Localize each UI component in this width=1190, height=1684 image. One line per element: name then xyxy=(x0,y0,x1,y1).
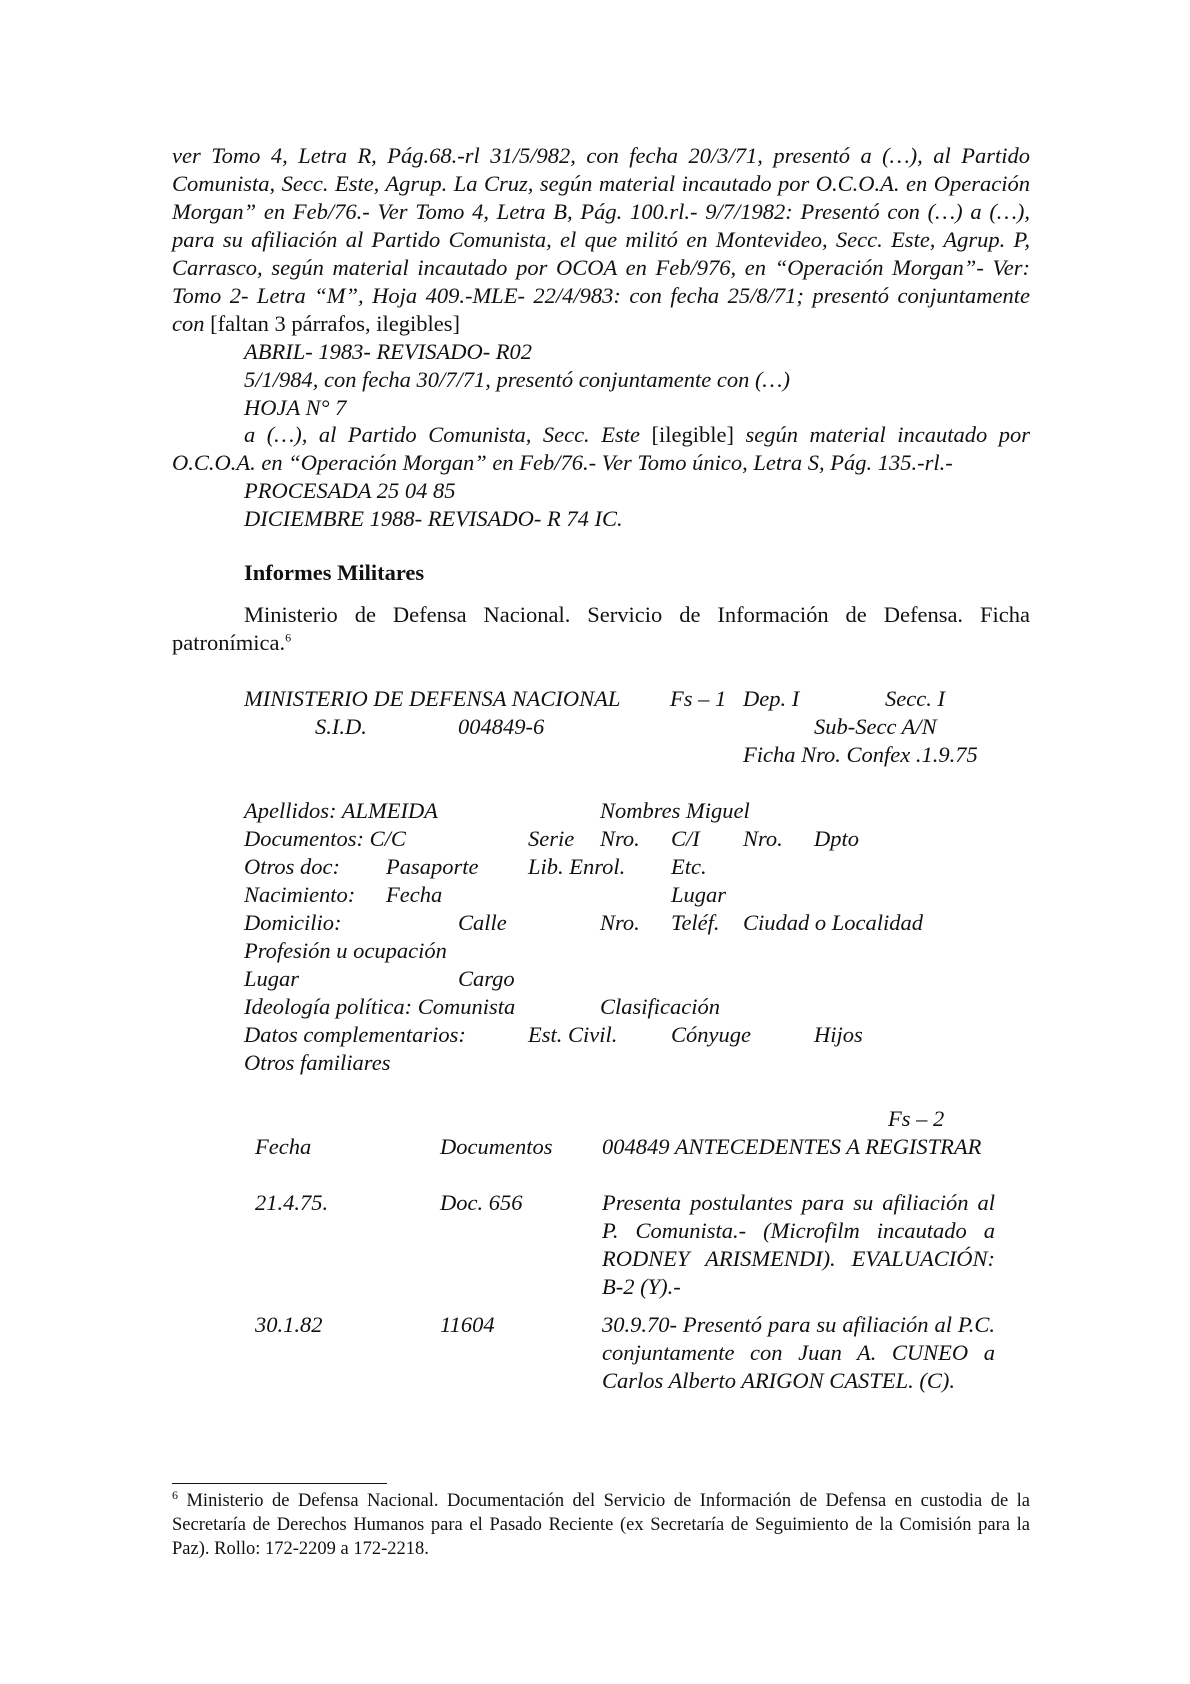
line-procesada: PROCESADA 25 04 85 xyxy=(244,478,456,503)
footnote-ref: 6 xyxy=(285,630,292,645)
field-telef: Teléf. xyxy=(671,910,720,935)
intro-paragraph xyxy=(172,142,1030,338)
paragraph-2-part1: a (…), al Partido Comunista, Secc. Este xyxy=(244,422,640,447)
ficha-secc: Secc. I xyxy=(885,686,945,711)
ficha-number: 004849-6 xyxy=(458,714,545,739)
fs2-label: Fs – 2 xyxy=(888,1106,945,1131)
paragraph-2 xyxy=(172,421,1030,477)
field-otros-doc: Otros doc: xyxy=(244,854,341,879)
field-ideologia: Ideología política: Comunista xyxy=(244,994,516,1019)
table-row-2-text: 30.9.70- Presentó para su afiliación al P.C. conjuntamente con Juan A. CUNEO a Carlos Alberto ARIGON CASTEL. (C). xyxy=(602,1312,995,1393)
intro-paragraph-italic: ver Tomo 4, Letra R, Pág.68.-rl 31/5/982, con fecha 20/3/71, presentó a (…), al Partido Comunista, Secc. Este, Agrup. La Cruz, según material incautado por O.C.O.A. en Operación Morgan” en Feb/76.- Ver Tomo 4, Letra B, Pág. 100.rl.- 9/7/1982: Presentó con (…) a (…), para su afiliación al Partido Comunista, el que militó en Montevideo, Secc. Este, Agrup. P, Carrasco, según material incautado por OCOA en Feb/976, en “Operación Morgan”- Ver: Tomo 2- Letra “M”, Hoja 409.-MLE- 22/4/983: con fecha 25/8/71; presentó conjuntamente con xyxy=(172,143,1030,336)
field-ciudad: Ciudad o Localidad xyxy=(743,910,924,935)
field-ci: C/I xyxy=(671,826,700,851)
field-domicilio: Domicilio: xyxy=(244,910,342,935)
field-pasaporte: Pasaporte xyxy=(386,854,479,879)
ficha-nro: Ficha Nro. Confex .1.9.75 xyxy=(743,742,978,767)
line-hoja: HOJA N° 7 xyxy=(244,395,347,420)
ficha-ministerio: MINISTERIO DE DEFENSA NACIONAL xyxy=(244,686,621,711)
field-conyuge: Cónyuge xyxy=(671,1022,751,1047)
table-header-antecedentes: 004849 ANTECEDENTES A REGISTRAR xyxy=(602,1134,982,1159)
section-heading: Informes Militares xyxy=(244,560,425,585)
field-nombres: Nombres Miguel xyxy=(600,798,750,823)
field-nro3: Nro. xyxy=(600,910,640,935)
field-lib-enrol: Lib. Enrol. xyxy=(528,854,626,879)
ficha-sid: S.I.D. xyxy=(315,714,367,739)
line-fecha: 5/1/984, con fecha 30/7/71, presentó conjuntamente con (…) xyxy=(244,367,790,392)
field-lugar: Lugar xyxy=(244,966,300,991)
field-clasificacion: Clasificación xyxy=(600,994,720,1019)
table-row-1-fecha: 21.4.75. xyxy=(255,1190,329,1215)
footnote-separator xyxy=(172,1483,387,1484)
line-diciembre: DICIEMBRE 1988- REVISADO- R 74 IC. xyxy=(244,506,623,531)
field-apellidos: Apellidos: ALMEIDA xyxy=(244,798,438,823)
table-row-2-doc: 11604 xyxy=(440,1312,495,1337)
table-row-1-doc: Doc. 656 xyxy=(440,1190,523,1215)
field-nacimiento: Nacimiento: xyxy=(244,882,356,907)
ministry-paragraph xyxy=(172,601,1030,657)
field-calle: Calle xyxy=(458,910,507,935)
field-fecha: Fecha xyxy=(386,882,443,907)
table-row-2-fecha: 30.1.82 xyxy=(255,1312,323,1337)
ficha-subsecc: Sub-Secc A/N xyxy=(814,714,937,739)
field-etc: Etc. xyxy=(671,854,707,879)
paragraph-2-illegible: [ilegible] xyxy=(639,422,746,447)
field-profesion: Profesión u ocupación xyxy=(244,938,447,963)
ficha-fs1: Fs – 1 xyxy=(670,686,727,711)
field-dpto: Dpto xyxy=(814,826,859,851)
intro-paragraph-note: [faltan 3 párrafos, ilegibles] xyxy=(204,311,461,336)
table-header-fecha: Fecha xyxy=(255,1134,312,1159)
field-hijos: Hijos xyxy=(814,1022,863,1047)
field-documentos: Documentos: C/C xyxy=(244,826,406,851)
line-abril: ABRIL- 1983- REVISADO- R02 xyxy=(244,339,533,364)
field-est-civil: Est. Civil. xyxy=(528,1022,618,1047)
table-row-1-text: Presenta postulantes para su afiliación al P. Comunista.- (Microfilm incautado a RODNEY ARISMENDI). EVALUACIÓN: B-2 (Y).- xyxy=(602,1190,995,1299)
paragraph-2-part2: según material incautado por O.C.O.A. en “Operación Morgan” en Feb/76.- Ver Tomo único, Letra S, Pág. 135.-rl.- xyxy=(172,422,1031,475)
field-nro2: Nro. xyxy=(743,826,783,851)
field-cargo: Cargo xyxy=(458,966,515,991)
field-lugar-nac: Lugar xyxy=(671,882,727,907)
field-datos-comp: Datos complementarios: xyxy=(244,1022,466,1047)
field-nro1: Nro. xyxy=(600,826,640,851)
field-otros-familiares: Otros familiares xyxy=(244,1050,391,1075)
ministry-paragraph-text: Ministerio de Defensa Nacional. Servicio de Información de Defensa. Ficha patronímica. xyxy=(172,602,1030,655)
table-header-documentos: Documentos xyxy=(440,1134,553,1159)
footnote xyxy=(172,1489,1030,1561)
field-serie: Serie xyxy=(528,826,575,851)
footnote-number: 6 xyxy=(172,1487,178,1502)
footnote-text: Ministerio de Defensa Nacional. Documentación del Servicio de Información de Defensa en custodia de la Secretaría de Derechos Humanos para el Pasado Reciente (ex Secretaría de Seguimiento de la Comisión para la Paz). Rollo: 172-2209 a 172-2218. xyxy=(172,1491,1030,1559)
ficha-dep: Dep. I xyxy=(743,686,800,711)
